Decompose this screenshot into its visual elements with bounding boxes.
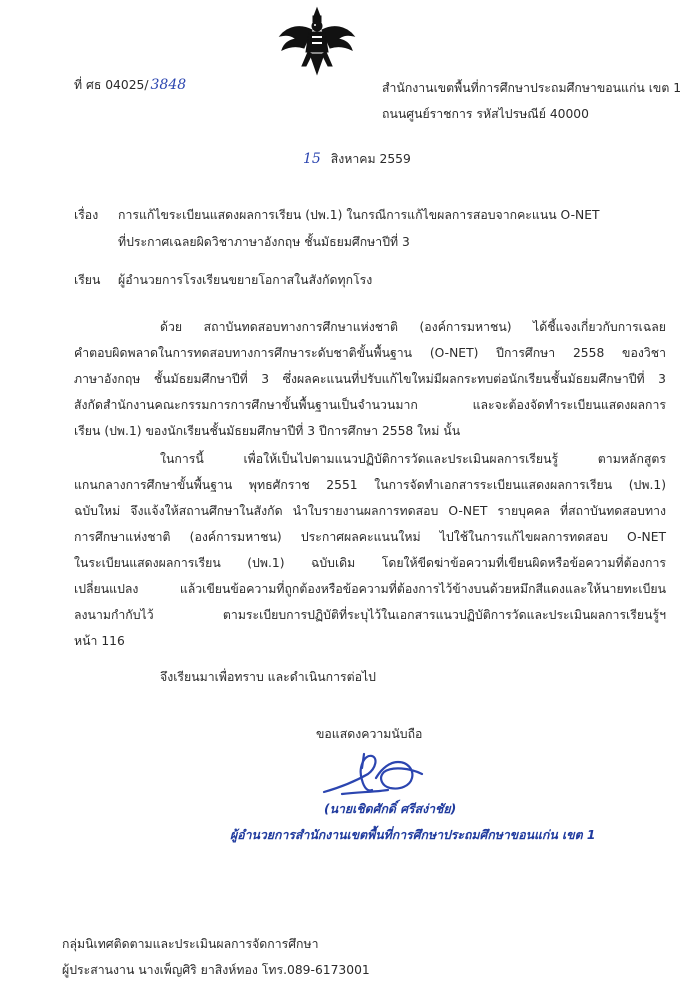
- paragraph-line: เรียน (ปพ.1) ของนักเรียนชั้นมัธยมศึกษาปีที่ 3 ปีการศึกษา 2558 ใหม่ นั้น: [74, 424, 461, 438]
- paragraph-line: สังกัดสำนักงานคณะกรรมการการศึกษาขั้นพื้นฐานเป็นจำนวนมาก และจะต้องจัดทำระเบียนแสดงผลการ: [74, 398, 666, 412]
- paragraph-line: เปลี่ยนแปลง แล้วเขียนข้อความที่ถูกต้องหรือข้อความที่ต้องการไว้ข้างบนด้วยหมึกสีแดงและให้นายทะเบียน: [74, 582, 666, 596]
- regards-text: ขอแสดงความนับถือ: [316, 727, 423, 741]
- signatory-position: ผู้อำนวยการสำนักงานเขตพื้นที่การศึกษาประถมศึกษาขอนแก่น เขต 1: [230, 828, 596, 842]
- letter-date: [303, 150, 411, 169]
- paragraph-line: ฉบับใหม่ จึงแจ้งให้สถานศึกษาในสังกัด นำใบรายงานผลการทดสอบ O-NET รายบุคคล ที่สถาบันทดสอบทาง: [74, 504, 666, 518]
- recipient-text: ผู้อำนวยการโรงเรียนขยายโอกาสในสังกัดทุกโรง: [118, 273, 373, 287]
- date-day-handwritten: 15: [303, 151, 321, 167]
- signatory-name: (นายเชิดศักดิ์ ศรีสง่าชัย): [324, 802, 457, 816]
- date-month-year: สิงหาคม 2559: [330, 152, 411, 166]
- office-name: สำนักงานเขตพื้นที่การศึกษาประถมศึกษาขอนแก่น เขต 1: [382, 81, 682, 95]
- reference-prefix: ที่ ศธ 04025/: [74, 78, 149, 92]
- paragraph-line: การศึกษาแห่งชาติ (องค์การมหาชน) ประกาศผลคะแนนใหม่ ไปใช้ในการแก้ไขผลการทดสอบ O-NET: [74, 530, 666, 544]
- reference-handwritten-number: 3848: [150, 77, 187, 93]
- handwritten-signature: [318, 748, 426, 800]
- paragraph-line: แกนกลางการศึกษาขั้นพื้นฐาน พุทธศักราช 2551 ในการจัดทำเอกสารระเบียนแสดงผลการเรียน (ปพ.1): [74, 478, 666, 492]
- footer-department: กลุ่มนิเทศติดตามและประเมินผลการจัดการศึกษา: [62, 937, 319, 951]
- reference-number: [74, 76, 186, 95]
- paragraph-line: หน้า 116: [74, 634, 125, 648]
- paragraph-line: ในระเบียนแสดงผลการเรียน (ปพ.1) ฉบับเดิม โดยให้ขีดฆ่าข้อความที่เขียนผิดหรือข้อความที่ต้องการ: [74, 556, 666, 570]
- subject-line-1: การแก้ไขระเบียนแสดงผลการเรียน (ปพ.1) ในกรณีการแก้ไขผลการสอบจากคะแนน O-NET: [118, 208, 600, 222]
- subject-line-2: ที่ประกาศเฉลยผิดวิชาภาษาอังกฤษ ชั้นมัธยมศึกษาปีที่ 3: [118, 235, 410, 249]
- paragraph-line: ภาษาอังกฤษ ชั้นมัธยมศึกษาปีที่ 3 ซึ่งผลคะแนนที่ปรับแก้ไขใหม่มีผลกระทบต่อนักเรียนชั้นมัธยมศึกษาปีที่ 3: [74, 372, 666, 386]
- closing-request: จึงเรียนมาเพื่อทราบ และดำเนินการต่อไป: [160, 670, 376, 684]
- paragraph-line: ลงนามกำกับไว้ ตามระเบียบการปฏิบัติที่ระบุไว้ในเอกสารแนวปฏิบัติการวัดและประเมินผลการเรียนรู้ฯ: [74, 608, 666, 622]
- paragraph-line: ด้วย สถาบันทดสอบทางการศึกษาแห่งชาติ (องค์การมหาชน) ได้ชี้แจงเกี่ยวกับการเฉลย: [160, 320, 666, 334]
- recipient-label: เรียน: [74, 273, 101, 287]
- footer-coordinator: ผู้ประสานงาน นางเพ็ญศิริ ยาสิงห์ทอง โทร.089-6173001: [62, 963, 370, 977]
- paragraph-line: คำตอบผิดพลาดในการทดสอบทางการศึกษาระดับชาติขั้นพื้นฐาน (O-NET) ปีการศึกษา 2558 ของวิชา: [74, 346, 666, 360]
- subject-label: เรื่อง: [74, 208, 99, 222]
- garuda-emblem-icon: [276, 6, 358, 76]
- paragraph-line: ในการนี้ เพื่อให้เป็นไปตามแนวปฏิบัติการวัดและประเมินผลการเรียนรู้ ตามหลักสูตร: [160, 452, 666, 466]
- office-address: ถนนศูนย์ราชการ รหัสไปรษณีย์ 40000: [382, 107, 589, 121]
